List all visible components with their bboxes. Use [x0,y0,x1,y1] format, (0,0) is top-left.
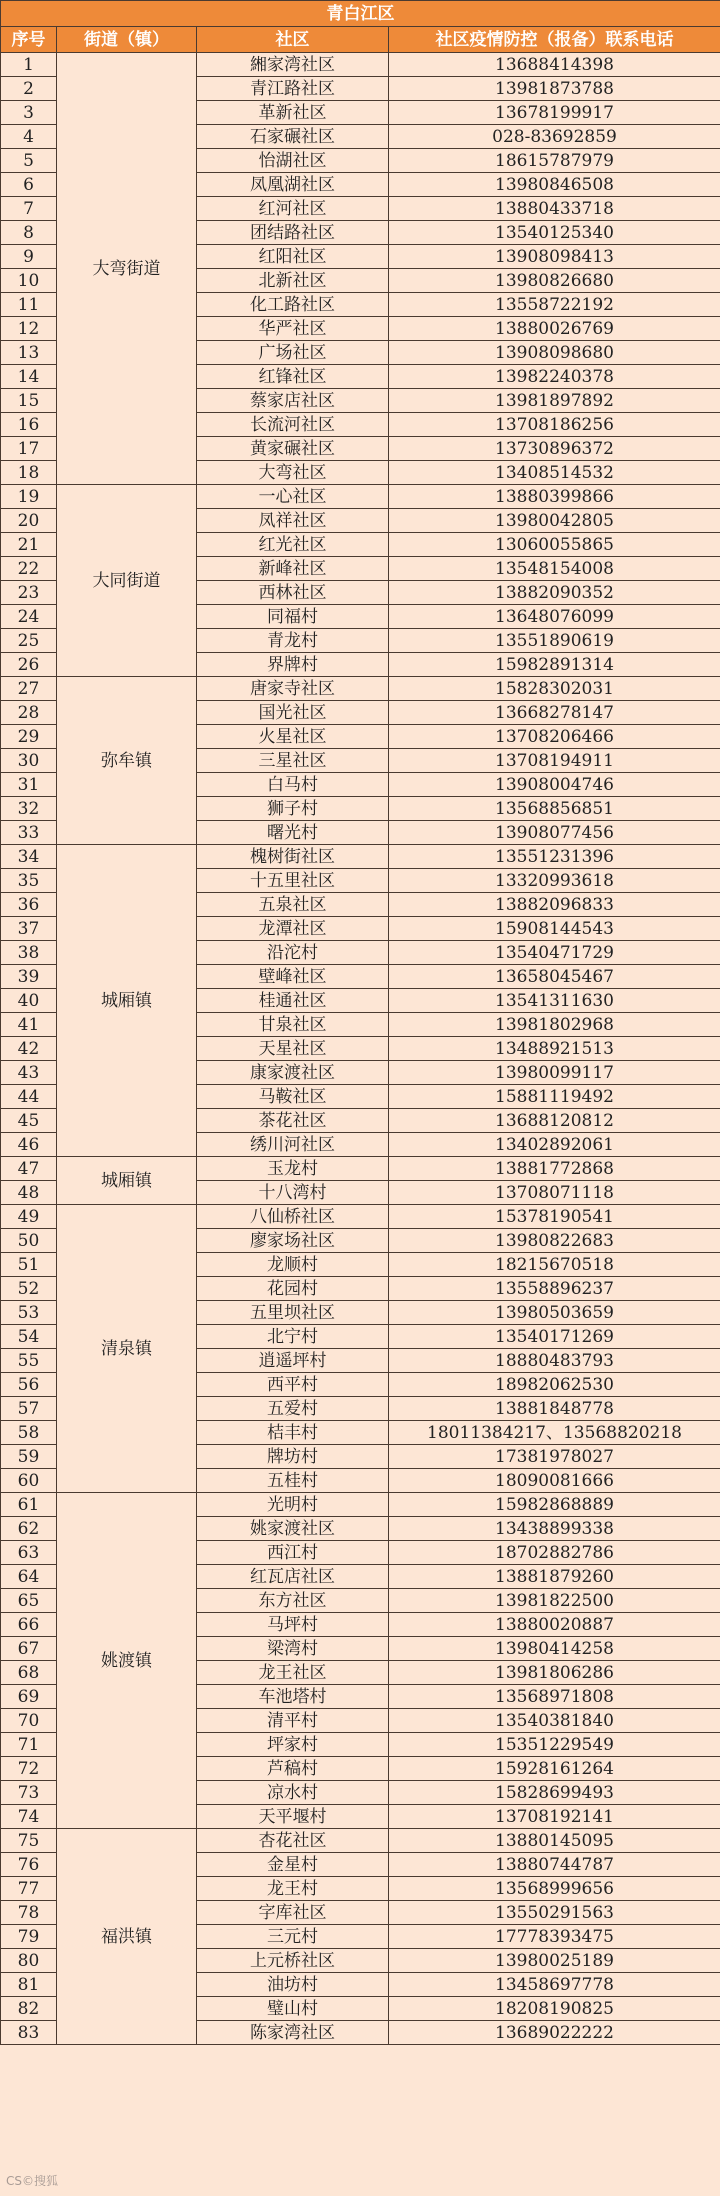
community-name: 玉龙村 [197,1157,389,1181]
community-name: 凤凰湖社区 [197,173,389,197]
community-name: 东方社区 [197,1589,389,1613]
contact-phone: 15982891314 [389,653,720,677]
street-town-cell: 福洪镇 [57,1829,197,2045]
table-row [1,1493,720,1517]
contact-phone: 13708194911 [389,749,720,773]
contact-phone: 15928161264 [389,1757,720,1781]
contact-phone: 13980826680 [389,269,720,293]
contact-phone: 13880744787 [389,1853,720,1877]
row-index: 81 [1,1973,57,1997]
community-name: 甘泉社区 [197,1013,389,1037]
community-name: 十五里社区 [197,869,389,893]
street-town-cell: 大弯街道 [57,53,197,485]
contact-phone: 13402892061 [389,1133,720,1157]
header-row [1,27,720,53]
contact-phone: 13981802968 [389,1013,720,1037]
row-index: 41 [1,1013,57,1037]
community-name: 八仙桥社区 [197,1205,389,1229]
row-index: 16 [1,413,57,437]
row-index: 76 [1,1853,57,1877]
contact-phone: 15982868889 [389,1493,720,1517]
community-name: 石家碾社区 [197,125,389,149]
row-index: 71 [1,1733,57,1757]
row-index: 8 [1,221,57,245]
community-name: 火星社区 [197,725,389,749]
row-index: 45 [1,1109,57,1133]
contact-phone: 18880483793 [389,1349,720,1373]
community-name: 西林社区 [197,581,389,605]
community-name: 牌坊村 [197,1445,389,1469]
contact-phone: 13908098680 [389,341,720,365]
table-row [1,1829,720,1853]
community-name: 龙潭社区 [197,917,389,941]
community-name: 西平村 [197,1373,389,1397]
contact-phone: 13980822683 [389,1229,720,1253]
row-index: 60 [1,1469,57,1493]
community-name: 字库社区 [197,1901,389,1925]
contact-phone: 13881772868 [389,1157,720,1181]
contact-phone: 13881848778 [389,1397,720,1421]
community-name: 马坪村 [197,1613,389,1637]
community-name: 壁峰社区 [197,965,389,989]
watermark: CS©搜狐 [6,2174,58,2188]
contact-phone: 13980503659 [389,1301,720,1325]
contact-phone: 17381978027 [389,1445,720,1469]
community-name: 光明村 [197,1493,389,1517]
community-name: 凉水村 [197,1781,389,1805]
row-index: 23 [1,581,57,605]
contact-phone: 028-83692859 [389,125,720,149]
contact-phone: 13882096833 [389,893,720,917]
contact-phone: 13981806286 [389,1661,720,1685]
contact-phone: 13708071118 [389,1181,720,1205]
row-index: 61 [1,1493,57,1517]
contact-phone: 13668278147 [389,701,720,725]
row-index: 42 [1,1037,57,1061]
row-index: 39 [1,965,57,989]
row-index: 75 [1,1829,57,1853]
row-index: 65 [1,1589,57,1613]
contact-phone: 15828699493 [389,1781,720,1805]
contact-phone: 13708192141 [389,1805,720,1829]
community-name: 五里坝社区 [197,1301,389,1325]
community-name: 陈家湾社区 [197,2021,389,2045]
contact-phone: 13980846508 [389,173,720,197]
street-town-cell: 弥牟镇 [57,677,197,845]
community-name: 五爱村 [197,1397,389,1421]
row-index: 51 [1,1253,57,1277]
community-name: 新峰社区 [197,557,389,581]
row-index: 43 [1,1061,57,1085]
community-name: 龙顺村 [197,1253,389,1277]
contact-phone: 13980414258 [389,1637,720,1661]
community-name: 团结路社区 [197,221,389,245]
row-index: 21 [1,533,57,557]
row-index: 66 [1,1613,57,1637]
row-index: 57 [1,1397,57,1421]
contact-phone: 13458697778 [389,1973,720,1997]
community-name: 天平堰村 [197,1805,389,1829]
community-name: 緗家湾社区 [197,53,389,77]
community-name: 芦稿村 [197,1757,389,1781]
community-name: 马鞍社区 [197,1085,389,1109]
contact-phone: 18702882786 [389,1541,720,1565]
row-index: 20 [1,509,57,533]
contact-phone: 18215670518 [389,1253,720,1277]
community-name: 狮子村 [197,797,389,821]
contact-phone: 13408514532 [389,461,720,485]
contact-phone: 18011384217、13568820218 [389,1421,720,1445]
contact-phone: 13980025189 [389,1949,720,1973]
row-index: 15 [1,389,57,413]
contact-phone: 13882090352 [389,581,720,605]
contact-phone: 13980042805 [389,509,720,533]
community-name: 五泉社区 [197,893,389,917]
contact-phone: 15378190541 [389,1205,720,1229]
contact-phone: 13558896237 [389,1277,720,1301]
row-index: 22 [1,557,57,581]
street-town-cell: 城厢镇 [57,1157,197,1205]
row-index: 3 [1,101,57,125]
row-index: 67 [1,1637,57,1661]
row-index: 2 [1,77,57,101]
community-name: 桂通社区 [197,989,389,1013]
contact-phone: 18615787979 [389,149,720,173]
community-name: 北新社区 [197,269,389,293]
row-index: 25 [1,629,57,653]
row-index: 69 [1,1685,57,1709]
contact-phone: 13981822500 [389,1589,720,1613]
community-name: 茶花社区 [197,1109,389,1133]
row-index: 62 [1,1517,57,1541]
row-index: 59 [1,1445,57,1469]
street-town-cell: 城厢镇 [57,845,197,1157]
community-name: 清平村 [197,1709,389,1733]
community-name: 绣川河社区 [197,1133,389,1157]
table-row [1,1205,720,1229]
contact-phone: 13688414398 [389,53,720,77]
header-street: 街道（镇） [57,27,197,53]
contact-phone: 13548154008 [389,557,720,581]
contact-phone: 13551231396 [389,845,720,869]
contact-phone: 15881119492 [389,1085,720,1109]
community-name: 康家渡社区 [197,1061,389,1085]
row-index: 28 [1,701,57,725]
row-index: 11 [1,293,57,317]
row-index: 46 [1,1133,57,1157]
header-community: 社区 [197,27,389,53]
row-index: 80 [1,1949,57,1973]
row-index: 31 [1,773,57,797]
row-index: 29 [1,725,57,749]
community-name: 曙光村 [197,821,389,845]
row-index: 18 [1,461,57,485]
community-name: 红瓦店社区 [197,1565,389,1589]
contact-phone: 13541311630 [389,989,720,1013]
table-title: 青白江区 [1,1,720,27]
row-index: 9 [1,245,57,269]
community-name: 桔丰村 [197,1421,389,1445]
row-index: 7 [1,197,57,221]
contact-phone: 13980099117 [389,1061,720,1085]
contact-phone: 13880145095 [389,1829,720,1853]
row-index: 48 [1,1181,57,1205]
contact-phone: 13438899338 [389,1517,720,1541]
contact-phone: 13568856851 [389,797,720,821]
row-index: 27 [1,677,57,701]
community-name: 红河社区 [197,197,389,221]
row-index: 77 [1,1877,57,1901]
table-body [1,53,720,2045]
community-name: 十八湾村 [197,1181,389,1205]
row-index: 13 [1,341,57,365]
community-name: 青龙村 [197,629,389,653]
table-row [1,1157,720,1181]
contact-phone: 15351229549 [389,1733,720,1757]
community-name: 化工路社区 [197,293,389,317]
contact-phone: 13540171269 [389,1325,720,1349]
row-index: 79 [1,1925,57,1949]
contact-phone: 13688120812 [389,1109,720,1133]
contact-phone: 13540381840 [389,1709,720,1733]
row-index: 44 [1,1085,57,1109]
row-index: 24 [1,605,57,629]
contact-phone: 13558722192 [389,293,720,317]
contact-phone: 13689022222 [389,2021,720,2045]
row-index: 40 [1,989,57,1013]
row-index: 50 [1,1229,57,1253]
contact-phone: 17778393475 [389,1925,720,1949]
contact-phone: 13880433718 [389,197,720,221]
row-index: 47 [1,1157,57,1181]
contact-phone: 13060055865 [389,533,720,557]
row-index: 49 [1,1205,57,1229]
community-name: 花园村 [197,1277,389,1301]
contact-phone: 13908098413 [389,245,720,269]
community-name: 大弯社区 [197,461,389,485]
row-index: 83 [1,2021,57,2045]
community-name: 上元桥社区 [197,1949,389,1973]
community-name: 龙王村 [197,1877,389,1901]
row-index: 64 [1,1565,57,1589]
community-name: 天星社区 [197,1037,389,1061]
contact-phone: 13488921513 [389,1037,720,1061]
row-index: 34 [1,845,57,869]
table-row [1,677,720,701]
community-name: 华严社区 [197,317,389,341]
contact-phone: 13730896372 [389,437,720,461]
contact-phone: 13881879260 [389,1565,720,1589]
contact-phone: 13880026769 [389,317,720,341]
contact-phone: 13568971808 [389,1685,720,1709]
row-index: 6 [1,173,57,197]
community-name: 国光社区 [197,701,389,725]
contact-phone: 13568999656 [389,1877,720,1901]
community-name: 红锋社区 [197,365,389,389]
contact-phone: 13550291563 [389,1901,720,1925]
row-index: 56 [1,1373,57,1397]
community-name: 梁湾村 [197,1637,389,1661]
contact-phone: 13908004746 [389,773,720,797]
table-row [1,845,720,869]
row-index: 78 [1,1901,57,1925]
row-index: 5 [1,149,57,173]
street-town-cell: 姚渡镇 [57,1493,197,1829]
row-index: 74 [1,1805,57,1829]
contact-phone: 13540125340 [389,221,720,245]
community-name: 蔡家店社区 [197,389,389,413]
contact-phone: 13981897892 [389,389,720,413]
community-name: 璧山村 [197,1997,389,2021]
contact-phone: 13320993618 [389,869,720,893]
contact-phone: 13880020887 [389,1613,720,1637]
contact-phone: 13981873788 [389,77,720,101]
row-index: 63 [1,1541,57,1565]
row-index: 82 [1,1997,57,2021]
row-index: 35 [1,869,57,893]
row-index: 17 [1,437,57,461]
row-index: 12 [1,317,57,341]
community-name: 沿沱村 [197,941,389,965]
community-name: 黄家碾社区 [197,437,389,461]
community-name: 广场社区 [197,341,389,365]
row-index: 72 [1,1757,57,1781]
contact-phone: 15828302031 [389,677,720,701]
table-row [1,53,720,77]
row-index: 38 [1,941,57,965]
contact-phone: 13551890619 [389,629,720,653]
community-name: 槐树街社区 [197,845,389,869]
community-name: 青江路社区 [197,77,389,101]
contact-phone: 18982062530 [389,1373,720,1397]
title-row [1,1,720,27]
row-index: 33 [1,821,57,845]
row-index: 70 [1,1709,57,1733]
row-index: 53 [1,1301,57,1325]
row-index: 52 [1,1277,57,1301]
community-name: 金星村 [197,1853,389,1877]
row-index: 14 [1,365,57,389]
community-name: 界牌村 [197,653,389,677]
community-name: 杏花社区 [197,1829,389,1853]
row-index: 54 [1,1325,57,1349]
community-name: 三元村 [197,1925,389,1949]
community-name: 同福村 [197,605,389,629]
row-index: 1 [1,53,57,77]
community-name: 坪家村 [197,1733,389,1757]
community-name: 龙王社区 [197,1661,389,1685]
row-index: 36 [1,893,57,917]
row-index: 19 [1,485,57,509]
header-phone: 社区疫情防控（报备）联系电话 [389,27,720,53]
community-name: 一心社区 [197,485,389,509]
contact-phone: 13658045467 [389,965,720,989]
table-row [1,485,720,509]
community-name: 姚家渡社区 [197,1517,389,1541]
contact-phone: 13678199917 [389,101,720,125]
contact-phone: 13648076099 [389,605,720,629]
contact-phone: 18208190825 [389,1997,720,2021]
row-index: 58 [1,1421,57,1445]
contact-phone: 13708186256 [389,413,720,437]
row-index: 30 [1,749,57,773]
community-name: 油坊村 [197,1973,389,1997]
contact-phone: 13540471729 [389,941,720,965]
community-name: 三星社区 [197,749,389,773]
header-index: 序号 [1,27,57,53]
row-index: 55 [1,1349,57,1373]
community-name: 北宁村 [197,1325,389,1349]
contact-phone: 15908144543 [389,917,720,941]
community-name: 怡湖社区 [197,149,389,173]
community-name: 西江村 [197,1541,389,1565]
row-index: 4 [1,125,57,149]
community-name: 红阳社区 [197,245,389,269]
row-index: 68 [1,1661,57,1685]
row-index: 10 [1,269,57,293]
row-index: 73 [1,1781,57,1805]
row-index: 37 [1,917,57,941]
contact-phone: 13908077456 [389,821,720,845]
contact-phone: 13708206466 [389,725,720,749]
contact-phone: 13982240378 [389,365,720,389]
contact-phone: 13880399866 [389,485,720,509]
street-town-cell: 大同街道 [57,485,197,677]
community-name: 车池塔村 [197,1685,389,1709]
community-name: 廖家场社区 [197,1229,389,1253]
community-name: 凤祥社区 [197,509,389,533]
community-name: 逍遥坪村 [197,1349,389,1373]
street-town-cell: 清泉镇 [57,1205,197,1493]
community-name: 五桂村 [197,1469,389,1493]
community-name: 革新社区 [197,101,389,125]
community-name: 唐家寺社区 [197,677,389,701]
row-index: 26 [1,653,57,677]
community-name: 红光社区 [197,533,389,557]
row-index: 32 [1,797,57,821]
community-name: 长流河社区 [197,413,389,437]
community-name: 白马村 [197,773,389,797]
contact-phone: 18090081666 [389,1469,720,1493]
